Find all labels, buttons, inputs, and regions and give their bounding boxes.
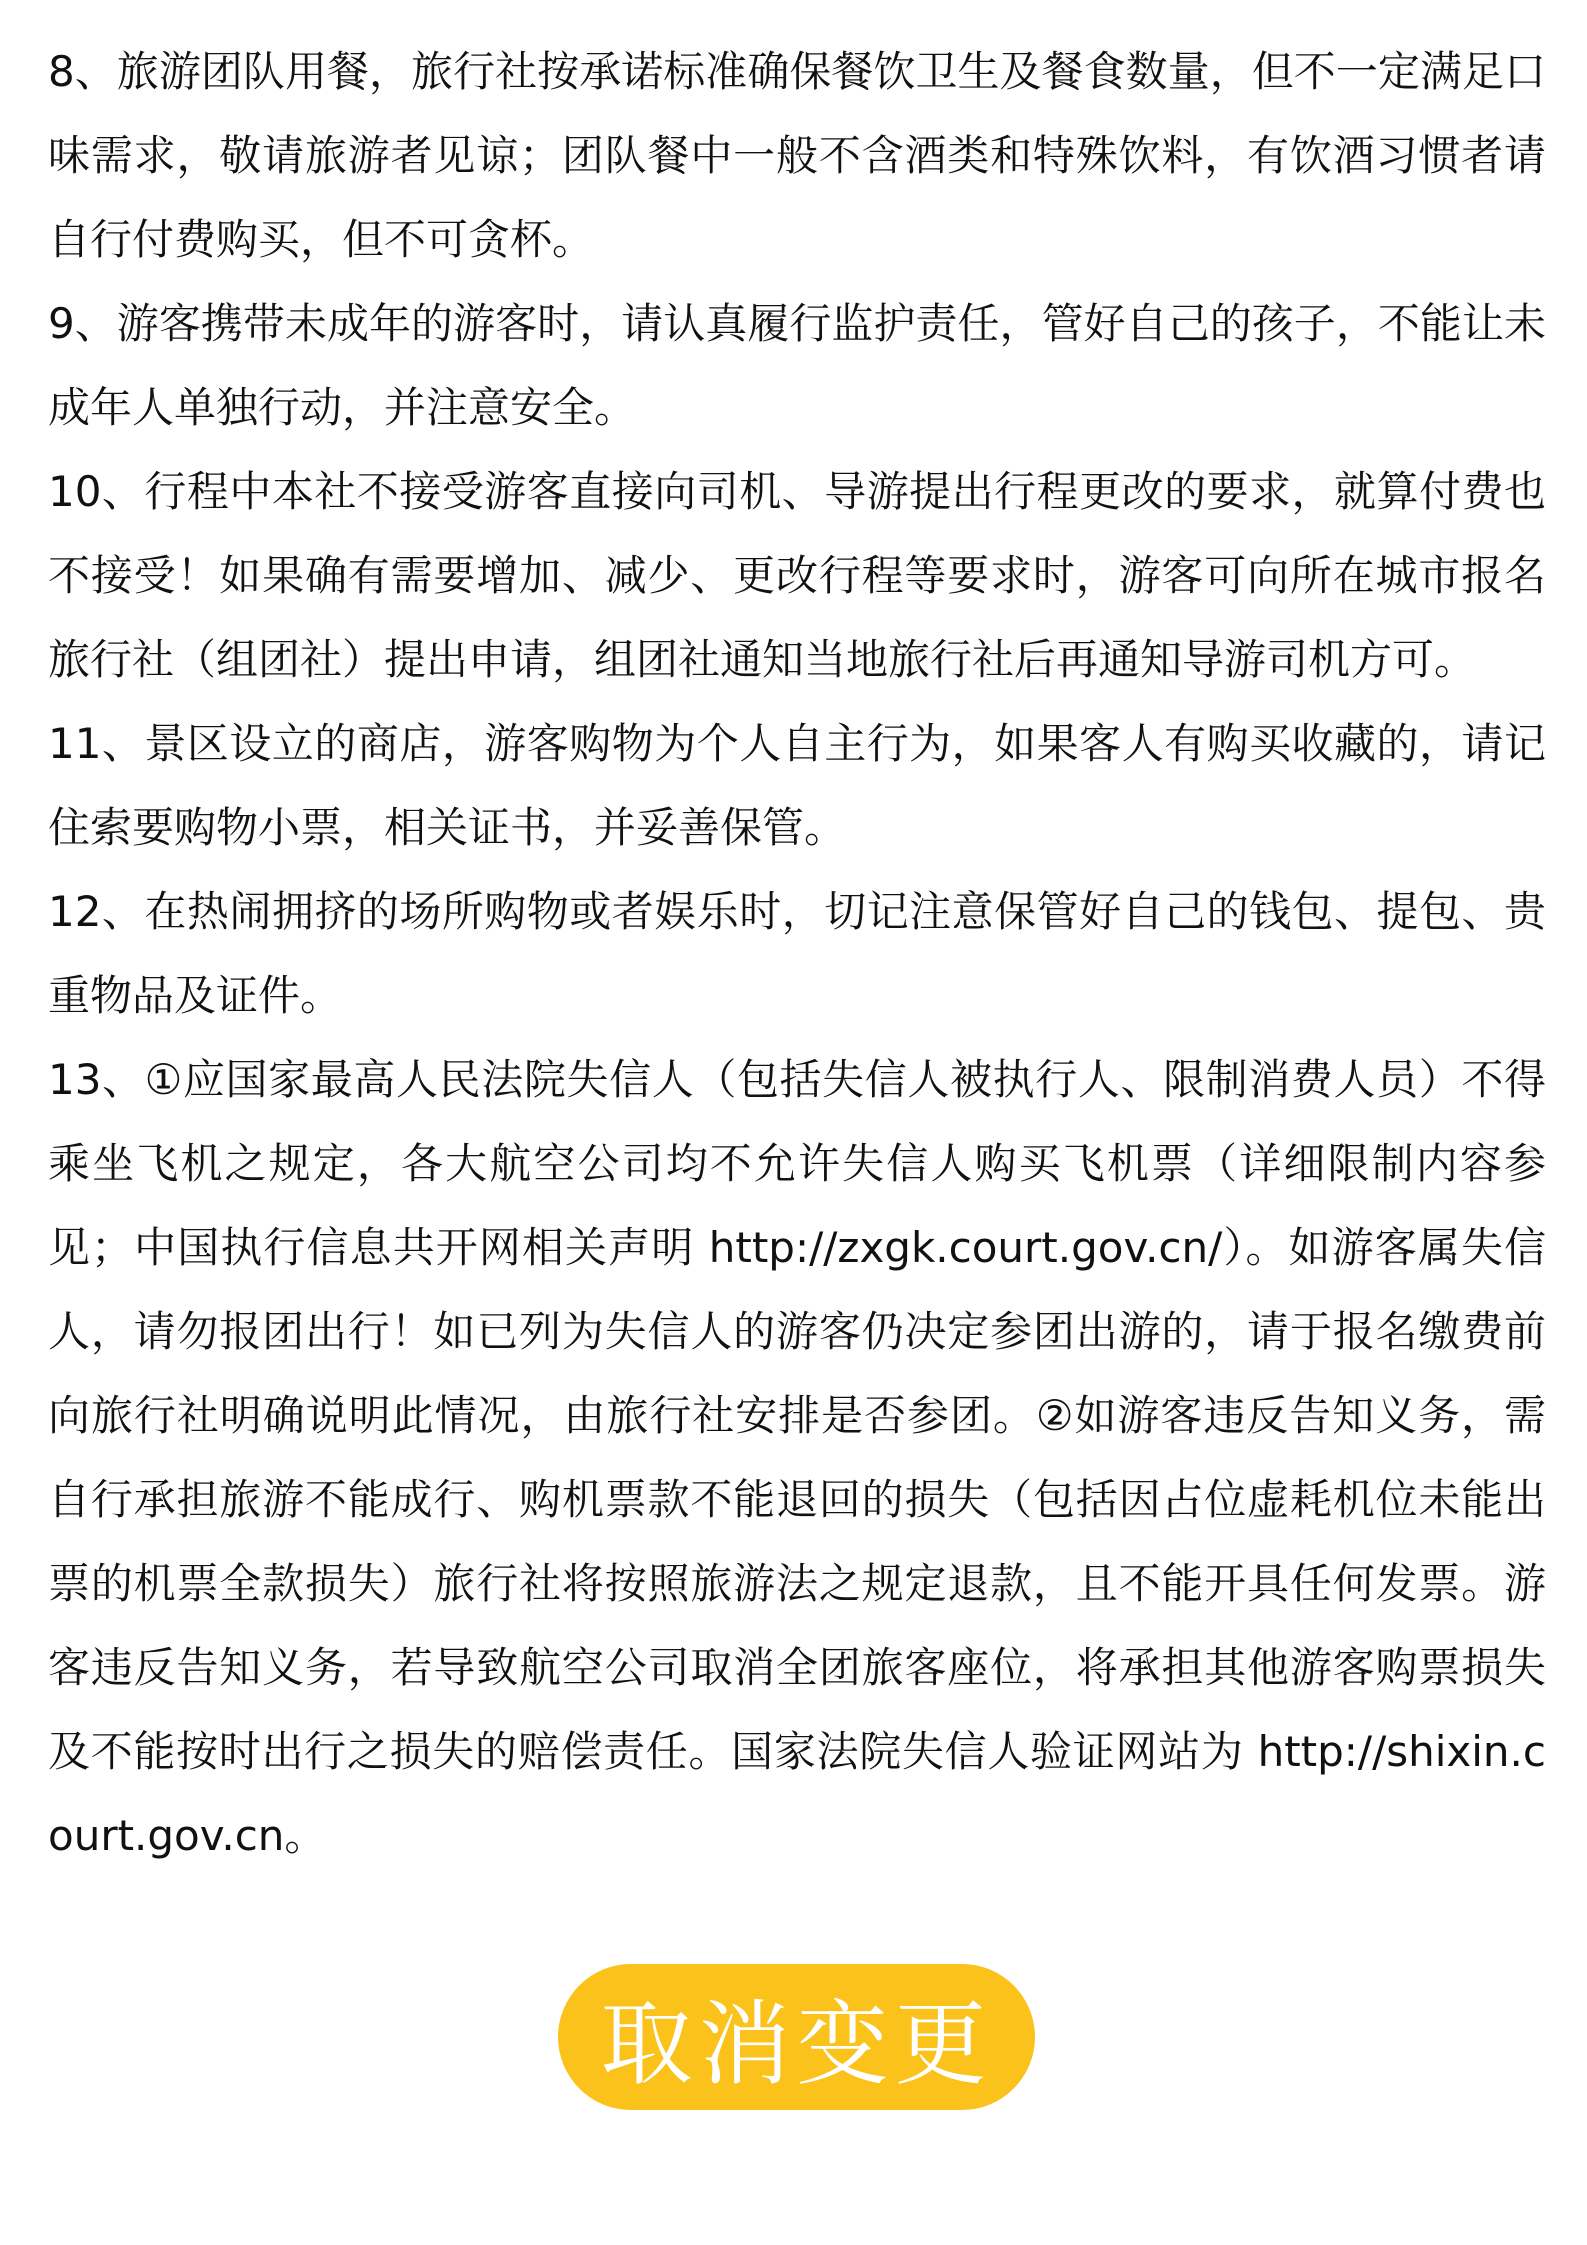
note-item-10: 10、行程中本社不接受游客直接向司机、导游提出行程更改的要求，就算付费也不接受！如果确有需要增加、减少、更改行程等要求时，游客可向所在城市报名旅行社（组团社）提出申请，组团社通知当地旅行社后再通知导游司机方可。 [48,467,1546,684]
notes-list [48,30,1546,1878]
cancel-change-button-label: 取消变更 [600,1991,993,2098]
cancel-change-button[interactable] [558,1964,1035,2110]
note-item-13: 13、①应国家最高人民法院失信人（包括失信人被执行人、限制消费人员）不得乘坐飞机之规定，各大航空公司均不允许失信人购买飞机票（详细限制内容参见；中国执行信息共开网相关声明 http://zxgk.court.gov.cn/）。如游客属失信人，请勿报团出行！如已列为失信人的游客仍决定参团出游的，请于报名缴费前向旅行社明确说明此情况，由旅行社安排是否参团。②如游客违反告知义务，需自行承担旅游不能成行、购机票款不能退回的损失（包括因占位虚耗机位未能出票的机票全款损失）旅行社将按照旅游法之规定退款，且不能开具任何发票。游客违反告知义务，若导致航空公司取消全团旅客座位，将承担其他游客购票损失及不能按时出行之损失的赔偿责任。国家法院失信人验证网站为 http://shixin.court.gov.cn。 [48,1055,1546,1860]
note-item-11: 11、景区设立的商店，游客购物为个人自主行为，如果客人有购买收藏的，请记住索要购物小票，相关证书，并妥善保管。 [48,719,1546,852]
note-item-12: 12、在热闹拥挤的场所购物或者娱乐时，切记注意保管好自己的钱包、提包、贵重物品及证件。 [48,887,1546,1020]
note-item-9: 9、游客携带未成年的游客时，请认真履行监护责任，管好自己的孩子，不能让未成年人单独行动，并注意安全。 [48,299,1546,432]
note-item-8: 8、旅游团队用餐，旅行社按承诺标准确保餐饮卫生及餐食数量，但不一定满足口味需求，敬请旅游者见谅；团队餐中一般不含酒类和特殊饮料，有饮酒习惯者请自行付费购买，但不可贪杯。 [48,47,1546,264]
